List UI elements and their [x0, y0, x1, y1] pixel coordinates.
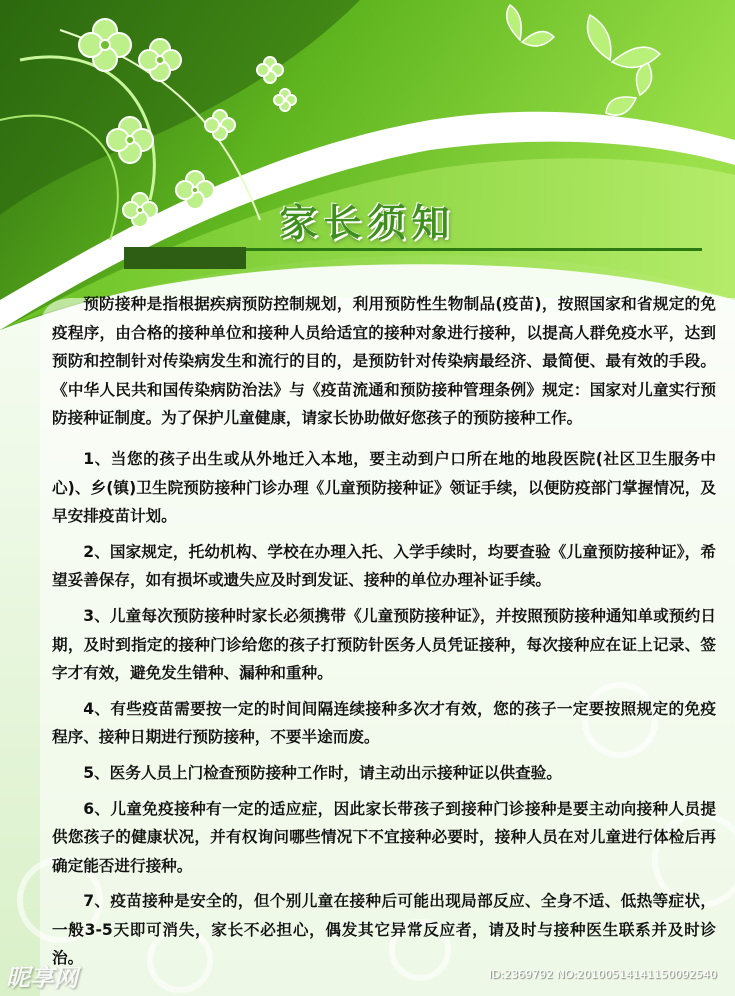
- title-underline-block: [124, 247, 246, 269]
- title-underline: [246, 248, 702, 251]
- notice-item: 1、当您的孩子出生或从外地迁入本地，要主动到户口所在地的地段医院(社区卫生服务中心)、乡(镇)卫生院预防接种门诊办理《儿童预防接种证》领证手续，以便防疫部门掌握情况，及早安排疫苗计划。: [52, 449, 716, 526]
- intro-paragraph: 预防接种是指根据疾病预防控制规划，利用预防性生物制品(疫苗)，按照国家和省规定的免疫程序，由合格的接种单位和接种人员给适宜的接种对象进行接种，以提高人群免疫水平，达到预防和控制针对传染病发生和流行的目的，是预防针对传染病最经济、最简便、最有效的手段。《中华人民共和国传染病防治法》与《疫苗流通和预防接种管理条例》规定：国家对儿童实行预防接种证制度。为了保护儿童健康，请家长协助做好您孩子的预防接种工作。: [52, 295, 716, 428]
- notice-item: 6、儿童免疫接种有一定的适应症，因此家长带孩子到接种门诊接种是要主动向接种人员提供您孩子的健康状况，并有权询问哪些情况下不宜接种必要时，接种人员在对儿童进行体检后再确定能否进行接种。: [52, 799, 716, 875]
- watermark-logo: 昵享网: [6, 964, 78, 992]
- notice-item: 2、国家规定，托幼机构、学校在办理入托、入学手续时，均要查验《儿童预防接种证》，希望妥善保存，如有损坏或遗失应及时到发证、接种的单位办理补证手续。: [52, 542, 716, 590]
- notice-item: 7、疫苗接种是安全的，但个别儿童在接种后可能出现局部反应、全身不适、低热等症状，一般3-5天即可消失，家长不必担心，偶发其它异常反应者，请及时与接种医生联系并及时诊治。: [52, 892, 716, 968]
- notice-item: 4、有些疫苗需要按一定的时间间隔连续接种多次才有效，您的孩子一定要按照规定的免疫程序、接种日期进行预防接种，不要半途而废。: [52, 699, 716, 747]
- notice-item: 3、儿童每次预防接种时家长必须携带《儿童预防接种证》，并按照预防接种通知单或预约日期，及时到指定的接种门诊给您的孩子打预防针医务人员凭证接种，每次接种应在证上记录、签字才有效，避免发生错种、漏种和重种。: [52, 606, 716, 683]
- watermark-id: ID:2369792 NO:20100514141150092540: [488, 968, 717, 981]
- notice-body: [52, 290, 716, 980]
- page-title: 家长须知: [279, 201, 456, 245]
- notice-item: 5、医务人员上门检查预防接种工作时，请主动出示接种证以供查验。: [83, 763, 562, 782]
